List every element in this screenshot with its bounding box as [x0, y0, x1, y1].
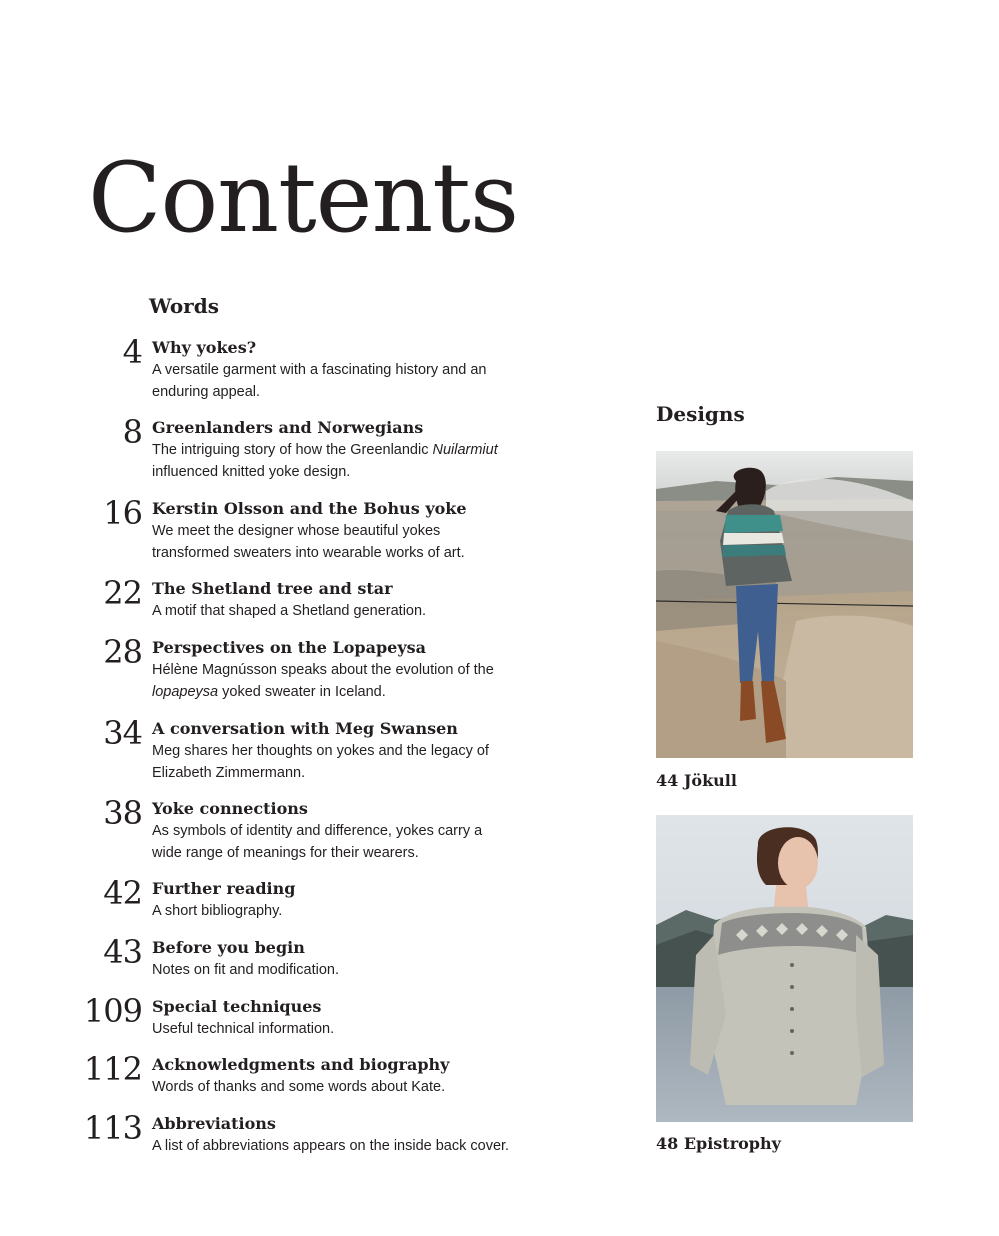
toc-entry-description: We meet the designer whose beautiful yokes transformed sweaters into wearable works of art.	[152, 523, 465, 561]
toc-entry-description: Useful technical information.	[152, 1021, 335, 1037]
toc-entry-title: Perspectives on the Lopapeysa	[152, 638, 427, 657]
toc-page-number: 4	[122, 333, 142, 371]
toc-entry-description: Meg shares her thoughts on yokes and the legacy of Elizabeth Zimmermann.	[152, 743, 489, 781]
description-text: yoked sweater in Iceland.	[218, 684, 386, 700]
toc-page-number: 28	[103, 633, 142, 671]
designs-heading: Designs	[656, 402, 745, 426]
toc-entry-description: Words of thanks and some words about Kate.	[152, 1079, 446, 1095]
toc-entry-description: A list of abbreviations appears on the inside back cover.	[152, 1138, 510, 1154]
design-caption-jokull[interactable]: 44 Jökull	[656, 771, 737, 790]
words-heading: Words	[149, 294, 219, 318]
design-photo-jokull[interactable]	[656, 451, 913, 758]
toc-entry-title: Acknowledgments and biography	[152, 1055, 450, 1074]
toc-entry-title: Before you begin	[152, 938, 305, 957]
description-italic-term: lopapeysa	[152, 684, 219, 700]
toc-page-number: 113	[83, 1109, 142, 1147]
toc-page-number: 22	[103, 574, 142, 612]
design-photo-epistrophy[interactable]	[656, 815, 913, 1122]
toc-page-number: 34	[103, 714, 142, 752]
description-text: influenced knitted yoke design.	[152, 464, 351, 480]
description-text: The intriguing story of how the Greenlandic	[152, 442, 433, 458]
toc-entry-title: Special techniques	[152, 997, 322, 1016]
toc-entry-title: Abbreviations	[152, 1114, 276, 1133]
toc-entry-title: Yoke connections	[152, 799, 308, 818]
toc-page-number: 43	[103, 933, 142, 971]
description-italic-term: Nuilarmiut	[432, 442, 498, 458]
toc-page-number: 8	[122, 413, 142, 451]
page-title: Contents	[88, 142, 519, 254]
toc-entry-title: Greenlanders and Norwegians	[152, 418, 424, 437]
photo-jokull-image	[656, 451, 913, 758]
toc-page-number: 38	[103, 794, 142, 832]
description-text: Hélène Magnússon speaks about the evolution of the	[152, 662, 494, 678]
toc-entry-description	[152, 439, 542, 483]
toc-entry-description: Notes on fit and modification.	[152, 962, 339, 978]
toc-entry-description: A short bibliography.	[152, 903, 283, 919]
toc-entry-description: A motif that shaped a Shetland generation.	[152, 603, 427, 619]
toc-entry-description: A versatile garment with a fascinating history and an enduring appeal.	[152, 362, 487, 400]
photo-epistrophy-image	[656, 815, 913, 1122]
design-caption-epistrophy[interactable]: 48 Epistrophy	[656, 1134, 781, 1153]
toc-entry-title: A conversation with Meg Swansen	[152, 719, 458, 738]
toc-entry-title: Kerstin Olsson and the Bohus yoke	[152, 499, 467, 518]
toc-page-number: 109	[83, 992, 142, 1030]
toc-page-number: 16	[103, 494, 142, 532]
toc-entry-description	[152, 659, 522, 703]
toc-entry-title: The Shetland tree and star	[152, 579, 393, 598]
toc-entry-description: As symbols of identity and difference, yokes carry a wide range of meanings for their wearers.	[152, 823, 483, 861]
toc-page-number: 112	[83, 1050, 142, 1088]
toc-entry-title: Why yokes?	[152, 338, 257, 357]
toc-entry-title: Further reading	[152, 879, 296, 898]
toc-page-number: 42	[103, 874, 142, 912]
